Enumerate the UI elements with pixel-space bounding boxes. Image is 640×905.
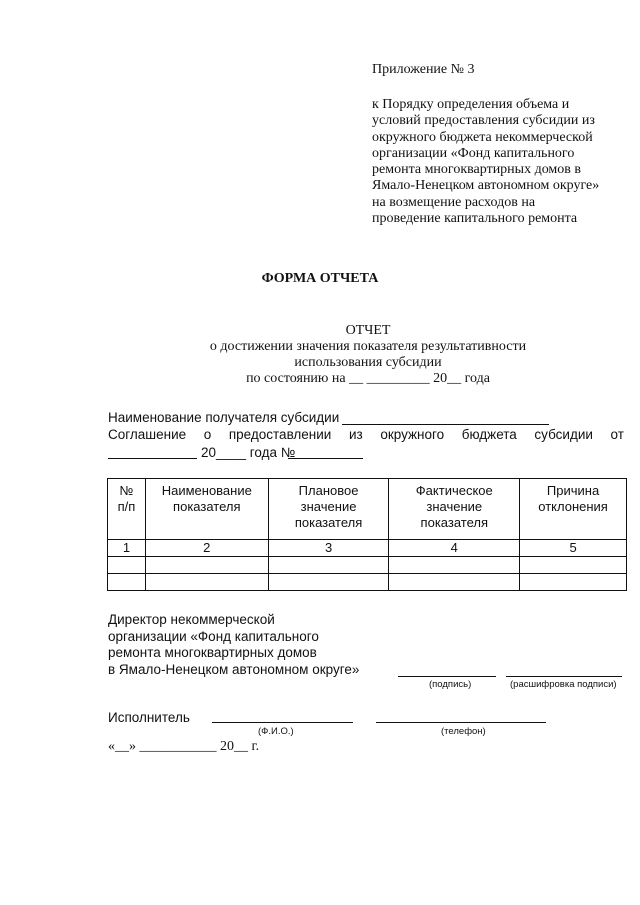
header-text: значение xyxy=(300,499,357,514)
header-cell-number xyxy=(108,479,146,540)
header-text: отклонения xyxy=(538,499,608,514)
agreement-word: о xyxy=(203,427,212,442)
table-row xyxy=(108,574,627,591)
agreement-number-underline xyxy=(288,458,363,459)
table-cell: 2 xyxy=(145,540,268,557)
director-line: организации «Фонд капитального xyxy=(108,628,319,644)
appendix-line: к Порядку определения объема и xyxy=(372,97,570,112)
table-cell xyxy=(389,574,520,591)
signature-underline xyxy=(398,676,496,677)
agreement-word: Соглашение xyxy=(108,427,187,442)
appendix-line: окружного бюджета некоммерческой xyxy=(372,129,593,145)
appendix-line: на возмещение расходов на xyxy=(372,194,536,210)
table-cell: 5 xyxy=(520,540,627,557)
report-table xyxy=(107,478,627,591)
table-cell xyxy=(145,557,268,574)
table-cell: 4 xyxy=(389,540,520,557)
report-heading xyxy=(0,323,640,387)
fio-caption: (Ф.И.О.) xyxy=(258,726,294,737)
report-title: ОТЧЕТ xyxy=(345,323,391,338)
appendix-line: условий предоставления субсидии из xyxy=(372,113,595,129)
header-text: п/п xyxy=(117,499,136,514)
header-cell-planned xyxy=(268,479,389,540)
table-cell: 3 xyxy=(268,540,389,557)
header-text: показателя xyxy=(173,499,241,514)
agreement-line xyxy=(108,427,624,442)
director-line: Директор некоммерческой xyxy=(108,612,275,627)
appendix-line: Ямало-Ненецком автономном округе» xyxy=(372,178,600,194)
appendix-line: ремонта многоквартирных домов в xyxy=(372,162,582,178)
phone-caption: (телефон) xyxy=(441,726,486,737)
executor-date-line: «__» ___________ 20__ г. xyxy=(108,739,260,754)
table-cell xyxy=(268,557,389,574)
header-text: № xyxy=(119,483,134,498)
table-cell xyxy=(108,557,146,574)
appendix-description xyxy=(372,97,599,227)
header-cell-indicator xyxy=(145,479,268,540)
table-cell xyxy=(389,557,520,574)
header-cell-reason xyxy=(520,479,627,540)
recipient-underline xyxy=(342,424,549,425)
header-text: Причина xyxy=(546,483,600,498)
agreement-tail: 20____ года № xyxy=(201,445,296,460)
agreement-word: из xyxy=(348,427,363,442)
agreement-word: бюджета xyxy=(461,427,517,442)
header-cell-actual xyxy=(389,479,520,540)
agreement-date-underline xyxy=(108,458,197,459)
signature-caption: (подпись) xyxy=(429,679,472,690)
appendix-title: Приложение № 3 xyxy=(372,62,475,77)
header-text: показателя xyxy=(420,515,489,530)
recipient-label: Наименование получателя субсидии xyxy=(108,410,340,425)
table-row xyxy=(108,557,627,574)
executor-label: Исполнитель xyxy=(108,710,190,725)
appendix-line: проведение капитального ремонта xyxy=(372,211,578,227)
agreement-word: от xyxy=(610,427,624,442)
header-text: Плановое xyxy=(298,483,359,498)
director-line: в Ямало-Ненецком автономном округе» xyxy=(108,662,360,678)
director-block xyxy=(108,612,359,679)
header-text: показателя xyxy=(294,515,363,530)
header-text: Наименование xyxy=(161,483,252,498)
table-cell: 1 xyxy=(108,540,146,557)
decoding-caption: (расшифровка подписи) xyxy=(510,679,617,690)
header-text: Фактическое xyxy=(415,483,493,498)
report-date-line: по состоянию на __ _________ 20__ года xyxy=(246,371,490,386)
report-subtitle: о достижении значения показателя результативности xyxy=(209,339,527,354)
report-subtitle: использования субсидии xyxy=(294,355,442,370)
table-header-row xyxy=(108,479,627,540)
table-cell xyxy=(268,574,389,591)
table-cell xyxy=(520,557,627,574)
agreement-word: окружного xyxy=(380,427,445,442)
table-cell xyxy=(108,574,146,591)
appendix-line: организации «Фонд капитального xyxy=(372,145,575,161)
decoding-underline xyxy=(506,676,622,677)
director-line: ремонта многоквартирных домов xyxy=(108,645,317,661)
form-title: ФОРМА ОТЧЕТА xyxy=(261,271,379,286)
header-text: значение xyxy=(426,499,483,514)
table-cell xyxy=(145,574,268,591)
executor-phone-underline xyxy=(376,722,546,723)
agreement-word: предоставлении xyxy=(228,427,332,442)
table-numbering-row xyxy=(108,540,627,557)
table-cell xyxy=(520,574,627,591)
executor-fio-underline xyxy=(212,722,353,723)
agreement-word: субсидии xyxy=(534,427,593,442)
